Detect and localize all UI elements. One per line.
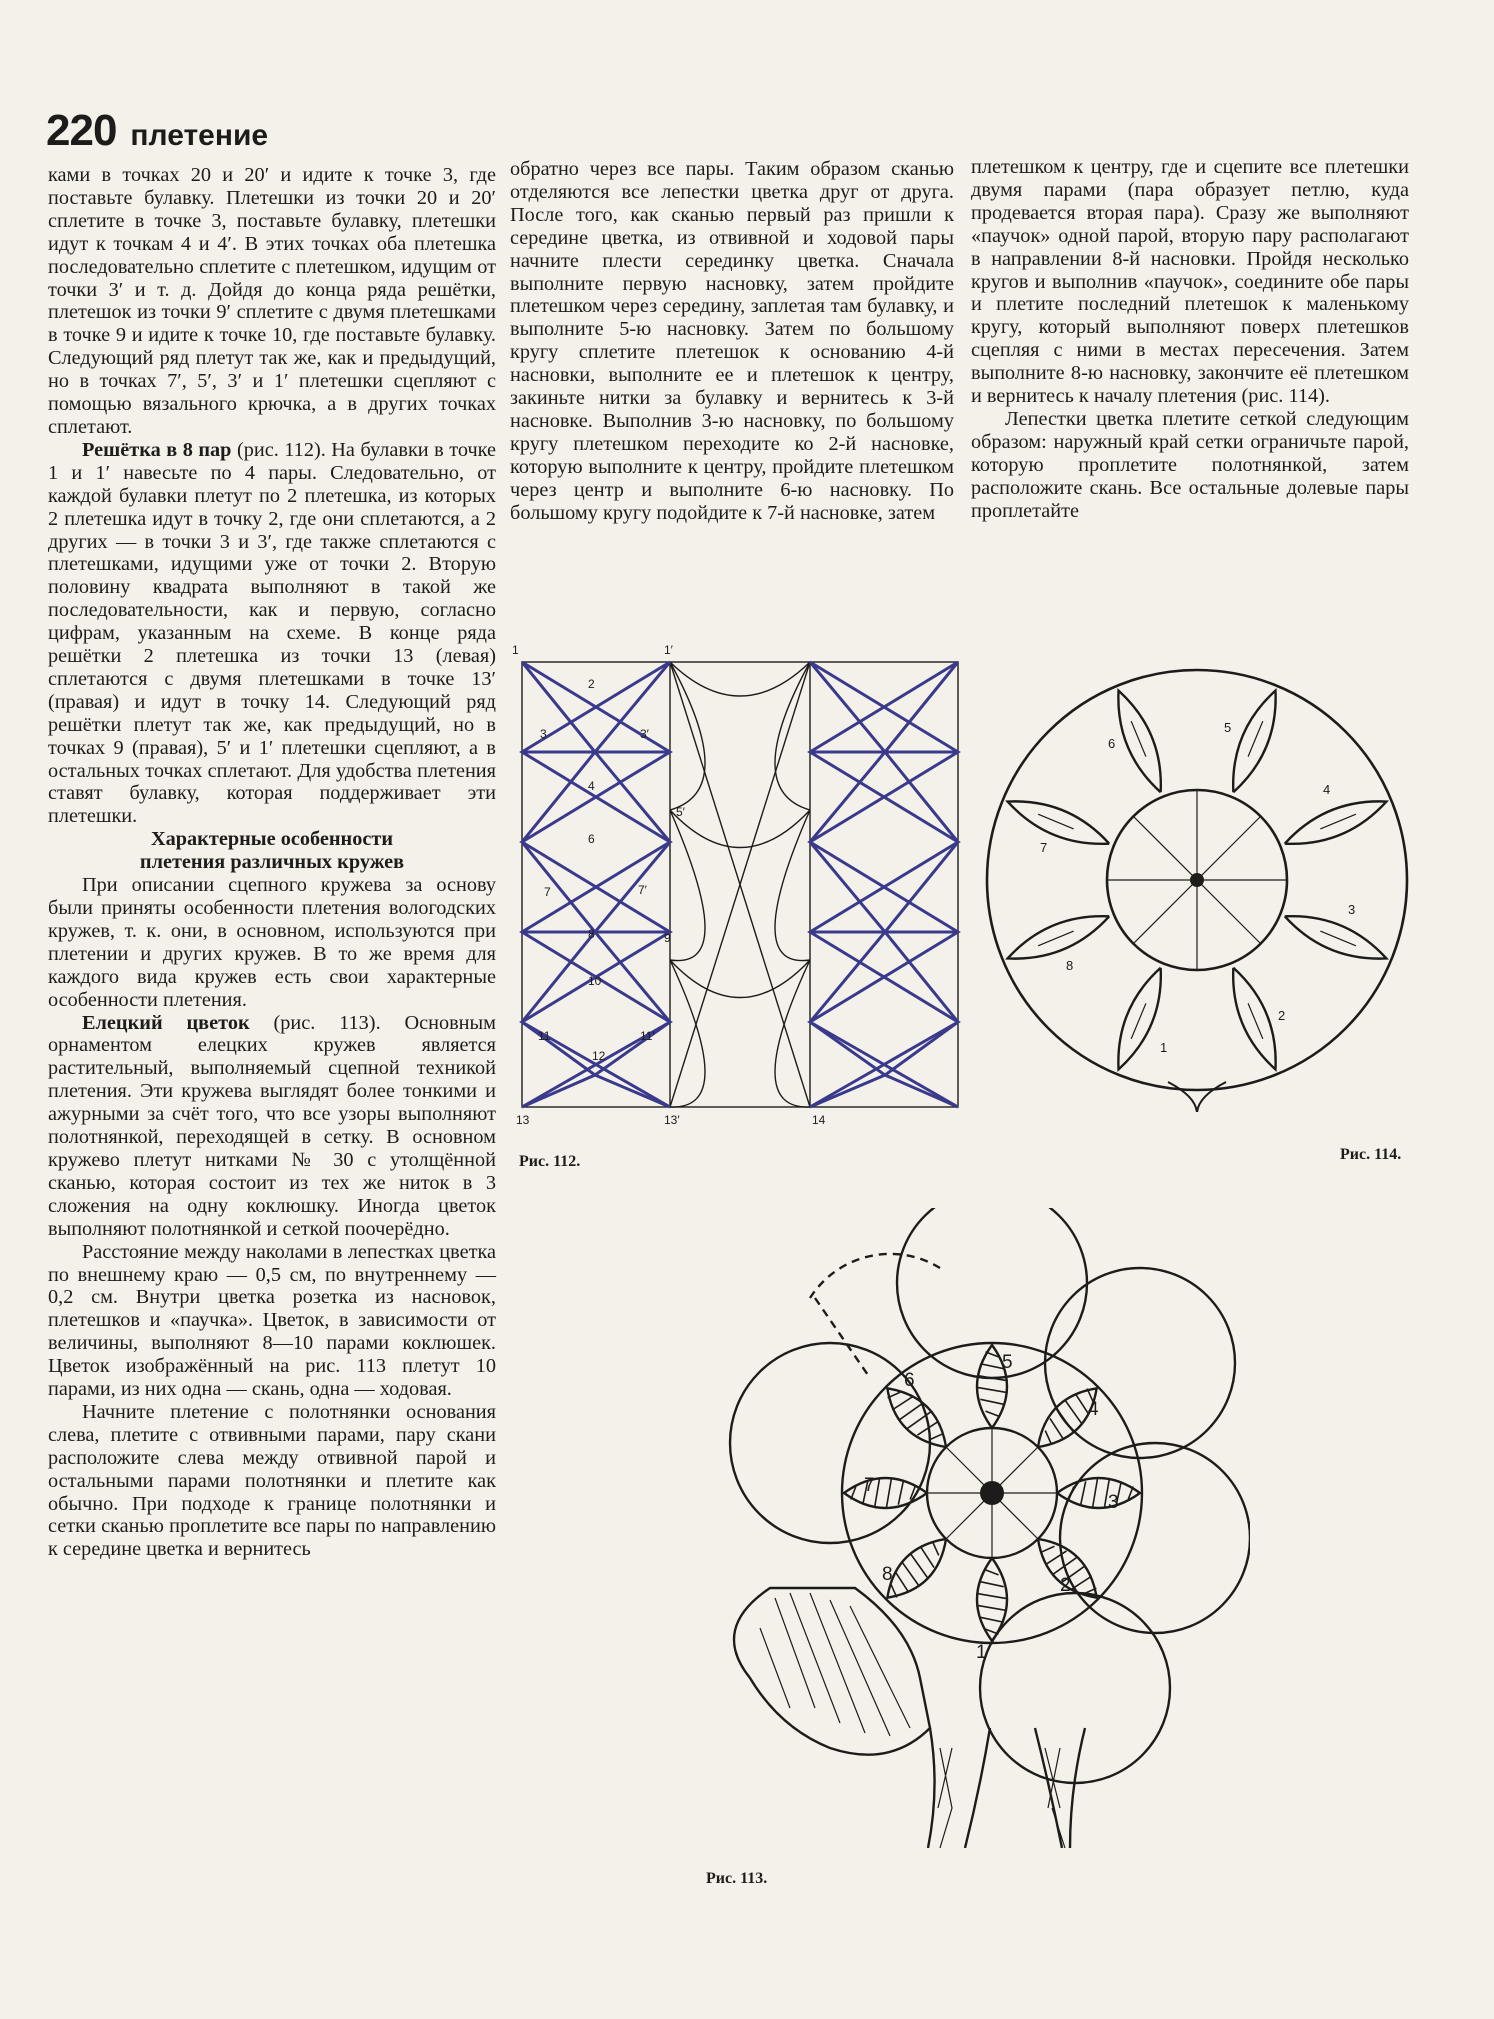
fig113-label: 7 [864,1475,875,1496]
fig113-hatch [980,1582,1003,1587]
fig114-label: 2 [1278,1008,1286,1023]
text-column-2 [510,158,954,525]
term-eletsky: Елецкий цветок [82,1011,250,1034]
term-reshetka: Решётка в 8 пар [82,438,232,461]
fig112-label: 5′ [676,805,685,819]
fig113-label: 8 [882,1564,893,1585]
fig113-hatch [985,1411,998,1416]
fig113-hatch [1053,1557,1077,1574]
fig114-label: 3 [1348,902,1356,917]
fig113-hatch [898,1481,903,1504]
fig113-hatch [977,1605,1006,1610]
fig114-arrow [1248,721,1263,757]
paragraph: Расстояние между наколами в лепестках цветка по внешнему краю — 0,5 см, по внутреннему — 0,2 см. Внутри цветка розетка из насновок, плетешков и «паучка». Цветок, в зависимости от величины, выполняют 8—10 парами коклюшек. Цветок изображённый на рис. 113 плетут 10 парами, из них одна — скань, одна — ходовая. [48,1240,496,1401]
fig114-caption: Рис. 114. [1340,1146,1402,1163]
paragraph: ками в точках 20 и 20′ и идите к точке 3, где поставьте булавку. Плетешки из точки 20 и 20′ сплетите в точке 3, поставьте булавку, плетешки идут к точкам 4 и 4′. В этих точках оба плетешка последовательно сплетите с плетешком, идущим от точки 3′ и т. д. Дойдя до конца ряда решётки, плетешок из точки 9′ сплетите с двумя плетешками в точке 9 и идите к точке 10, где поставьте булавку. Следующий ряд плетут так же, как и предыдущий, но в точках 7′, 5′, 3′ и 1′ плетешки сцепляют с помощью вязального крючка, а в других точках сплетают. [48,164,496,438]
fig112-label: 13 [516,1113,530,1127]
fig112-label: 3′ [640,727,649,741]
fig113-petal [844,1478,927,1508]
fig114-arrow [1248,1003,1263,1039]
fig113-hatch [921,1547,934,1567]
fig114-arrow [1131,1003,1146,1039]
fig113-hatch [977,1387,1006,1392]
figure-114-flower [978,652,1428,1112]
fig113-hatch [1065,1400,1082,1424]
paragraph [48,439,496,828]
fig114-arrow [1320,814,1356,829]
fig113-label: 3 [1108,1492,1119,1513]
fig114-arrow [1038,814,1074,829]
fig112-label: 1 [512,643,519,657]
fig114-label: 4 [1323,782,1331,797]
fig113-hatch [896,1573,909,1593]
fig113-hatch [1050,1418,1063,1438]
fig112-label: 9 [664,931,671,945]
fig113-hatch [1093,1478,1098,1507]
fig114-label: 8 [1066,958,1074,973]
fig113-hatch [1056,1408,1073,1432]
fig112-label: 14 [812,1113,826,1127]
paragraph-text: (рис. 113). Основным орнаментом елецких кружев является растительный, выполняемый сцепной техникой плетения. Эти кружева выглядят более тонкими и ажурными за счёт того, что все узоры выполняют полотнянкой, переходящей в сетку. В основном кружево плетут нитками № 30 с утолщённой сканью, которая состоит из тех же ниток в 3 сложения на одну коклюшку. Иногда цветок выполняют полотнянкой и сеткой поочерёдно. [48,1011,496,1240]
fig114-label: 1 [1160,1040,1168,1055]
fig112-caption: Рис. 112. [519,1153,581,1170]
fig113-label: 2 [1060,1575,1071,1596]
figure-113-daisy [690,1208,1250,1848]
fig112-label: 11 [538,1029,551,1043]
fig113-hatch [892,1397,912,1410]
text-column-3 [971,156,1409,523]
fig113-hatch [875,1478,880,1507]
page-number: 220 [46,106,117,155]
fig114-arrow [1038,931,1074,946]
fig113-hatch [899,1403,923,1420]
fig112-label: 12 [592,1049,606,1063]
fig112-label: 10 [588,974,602,988]
subheading-line: плетения различных кружев [139,851,405,874]
fig112-label: 1′ [664,643,673,657]
fig113-caption: Рис. 113. [706,1870,768,1887]
fig112-label: 3 [540,727,547,741]
fig113-petal [977,1558,1007,1641]
fig112-label: 2 [588,677,595,691]
fig114-label: 6 [1108,736,1116,751]
page-header [46,106,268,156]
fig113-hatch [1081,1481,1086,1504]
fig112-label: 7 [544,885,551,899]
fig113-hatch [980,1617,1003,1622]
paragraph: При описании сцепного кружева за основу были приняты особенности плетения вологодских кружев, т. к. они, в основном, используются при плетении и других кружев. В то же время для каждого вида кружев есть свои характерные особенности плетения. [48,874,496,1011]
paragraph [48,1012,496,1241]
fig113-petal [887,1388,946,1447]
paragraph: Лепестки цветка плетите сеткой следующим образом: наружный край сетки ограничьте парой, которую проплетите полотнянкой, затем расположите скань. Все остальные долевые пары проплетайте [971,407,1409,522]
fig114-arrow [1131,721,1146,757]
fig113-hatch [985,1570,998,1575]
fig114-arrow [1320,931,1356,946]
paragraph-text: (рис. 112). На булавки в точке 1 и 1′ навесьте по 4 пары. Следовательно, от каждой булавки плетут по 2 плетешка, из которых 2 плетешка идут в точку 2, где они сплетаются, а 2 других — в точки 3 и 3′, где также сплетаются с плетешками, идущими уже от точки 2. Вторую половину квадрата выполняют в такой же последовательности, как и первую, согласно цифрам, указанным на схеме. В конце ряда решётки 2 плетешка из точки 13 (левая) сплетаются с двумя плетешками в точке 13′ (правая) и идут в точку 14. Следующий ряд решётки плетут так же, как предыдущий, но в точках 9 (правая), 5′ и 1′ плетешки сцепляют, а в остальных точках сплетают. Для удобства плетения ставят булавку, которая поддерживает эти плетешки. [48,438,496,828]
fig113-label: 6 [904,1370,915,1391]
fig113-label: 1 [976,1642,987,1663]
fig113-petal [887,1539,946,1598]
fig114-label: 5 [1224,720,1232,735]
paragraph: обратно через все пары. Таким образом сканью отделяются все лепестки цветка друг от друга. После того, как сканью первый раз пришли к середине цветка, из отвивной и ходовой пары начните плести серединку цветка. Сначала выполните первую насновку, затем пройдите плетешком через середину, заплетая там булавку, и выполните 5-ю насновку. Затем по большому кругу сплетите плетешок к основанию 4-й насновки, выполните ее и плетешок к центру, закиньте нитки за булавку и вернитесь к 3-й насновке. Выполнив 3-ю насновку, по большому кругу плетешком переходите ко 2-й насновке, которую выполните к центру, пройдите плетешком через центр и выполните 6-ю насновку. По большому кругу подойдите к 7-й насновке, затем [510,158,954,524]
fig112-label: 6 [588,832,595,846]
fig113-hatch [886,1478,891,1507]
text-column-1 [48,164,496,1561]
fig113-label: 4 [1088,1399,1099,1420]
fig112-label: 4 [588,779,595,793]
subheading [48,828,496,874]
figure-112-lattice [500,640,980,1130]
paragraph: Начните плетение с полотнянки основания слева, плетите с отвивными парами, пару скани расположите слева между отвивной парой и остальными парами полотнянки и плетите как обычно. При подходе к границе полотнянки и сетки сканью проплетите все пары по направлению к середине цветка и вернитесь [48,1400,496,1561]
fig113-hatch [1045,1431,1051,1444]
fig113-hatch [1072,1576,1092,1589]
paragraph: плетешком к центру, где и сцепите все плетешки двумя парами (пара образует петлю, куда продевается вторая пара). Сразу же выполняют «паучок» одной парой, вторую пару располагают в направлении 8-й насновки. Пройдя несколько кругов и выполнив «паучок», соедините обе пары и плетите последний плетешок к маленькому кругу, который выполняют поверх плетешков сцепляя с ними в местах пересечения. Затем выполните 8-ю насновку, закончите её плетешком и вернитесь к началу плетения (рис. 114). [971,156,1409,408]
fig112-label: 13′ [664,1113,680,1127]
fig112-label: 11′ [640,1029,655,1043]
fig113-hatch [933,1543,939,1556]
fig112-label: 7′ [638,883,647,897]
fig113-hatch [930,1434,943,1440]
fig113-hatch [1069,1486,1074,1499]
section-title: плетение [130,119,269,152]
fig113-hatch [911,1554,928,1578]
fig113-hatch [1075,1393,1088,1413]
subheading-line: Характерные особенности [150,828,394,851]
fig113-hatch [980,1399,1003,1404]
fig114-label: 7 [1040,840,1048,855]
fig113-hatch [977,1594,1006,1599]
fig112-label: 8 [588,927,595,941]
fig113-hatch [980,1364,1003,1369]
fig113-hatch [1042,1546,1055,1552]
fig113-label: 5 [1002,1352,1013,1373]
fig113-petal [1057,1478,1140,1508]
fig113-hatch [902,1562,919,1586]
